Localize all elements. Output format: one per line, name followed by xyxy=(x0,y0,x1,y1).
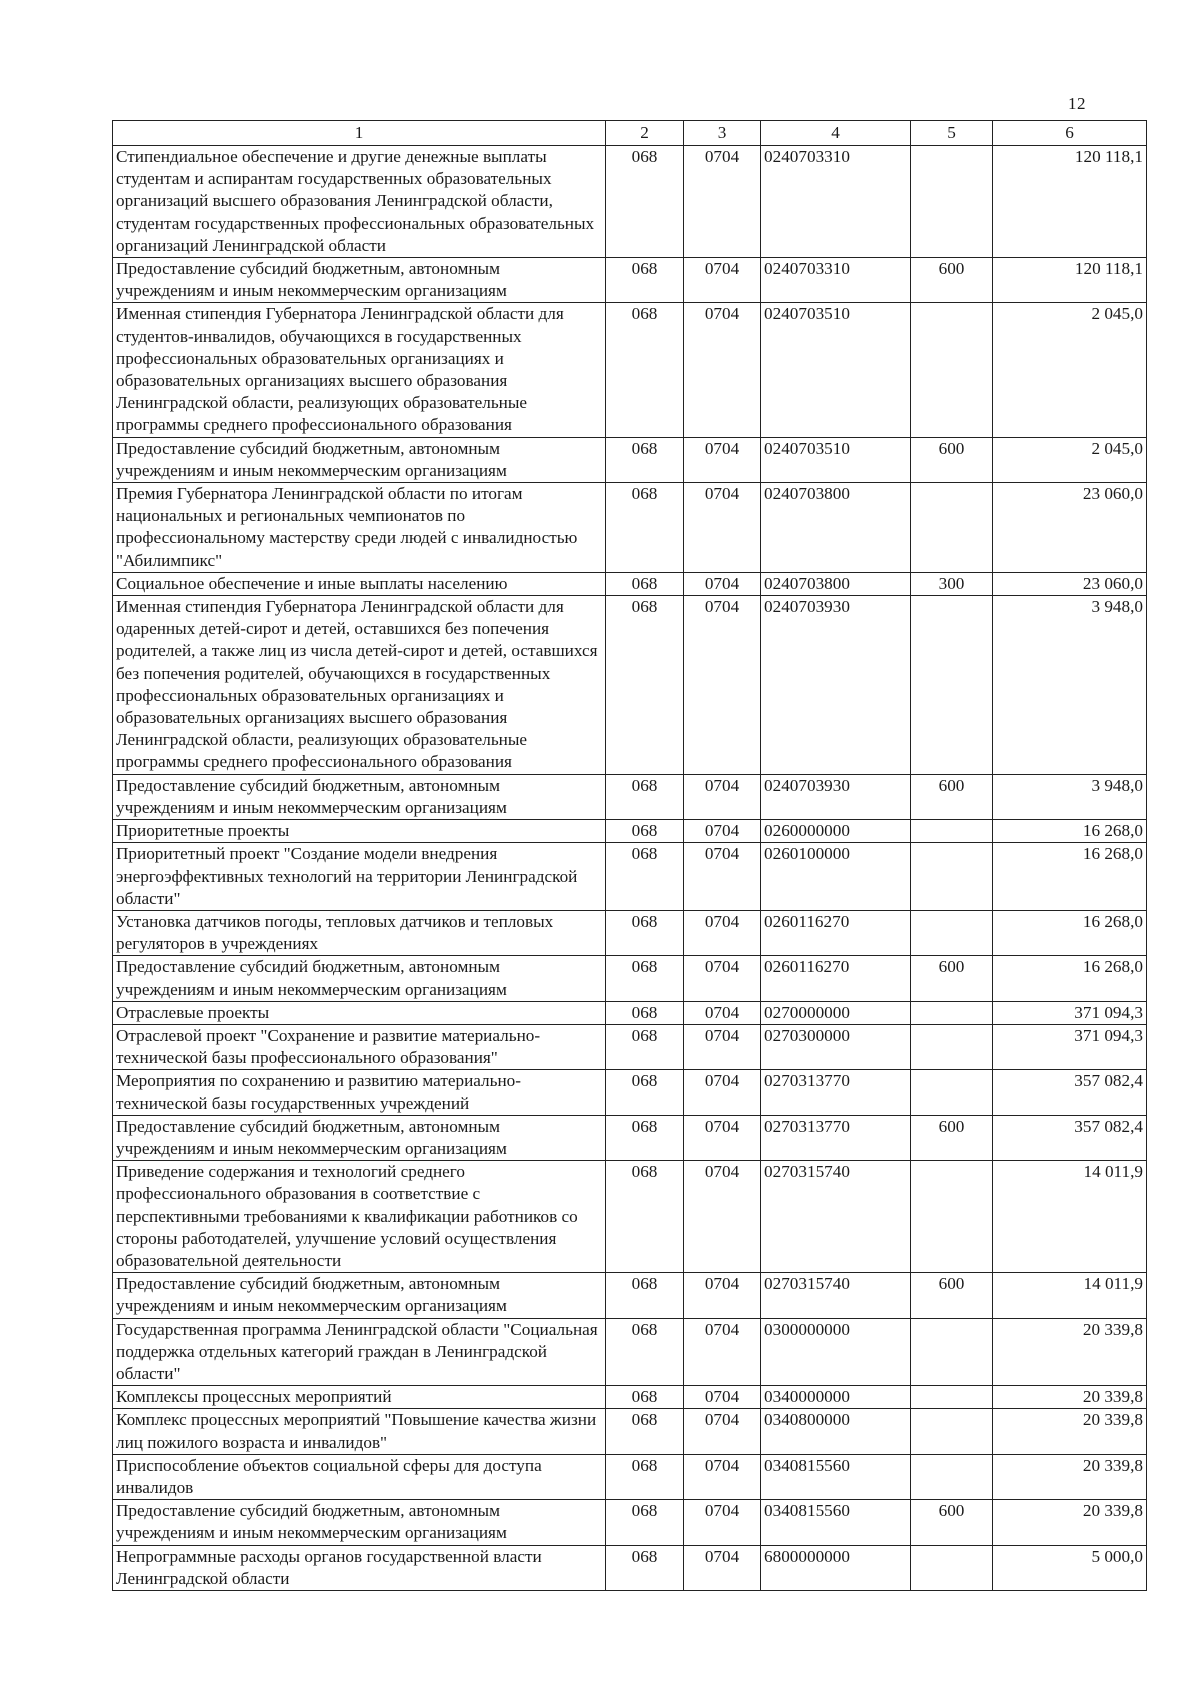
row-code-type-cell xyxy=(911,1070,993,1115)
column-header-2: 2 xyxy=(606,121,684,146)
row-code-section-cell: 0704 xyxy=(684,1001,761,1024)
table-row xyxy=(113,843,1147,911)
row-code-admin-cell: 068 xyxy=(606,572,684,595)
table-row xyxy=(113,774,1147,819)
table-row xyxy=(113,910,1147,955)
row-code-target-cell: 0240703930 xyxy=(761,596,911,775)
row-sum-cell: 20 339,8 xyxy=(993,1386,1147,1409)
row-code-target-cell: 0270300000 xyxy=(761,1024,911,1069)
row-sum-cell: 16 268,0 xyxy=(993,843,1147,911)
row-code-section-cell: 0704 xyxy=(684,820,761,843)
row-code-type-cell xyxy=(911,146,993,258)
row-code-section-cell: 0704 xyxy=(684,1115,761,1160)
row-code-target-cell: 0240703800 xyxy=(761,483,911,573)
table-row xyxy=(113,596,1147,775)
row-code-target-cell: 0270000000 xyxy=(761,1001,911,1024)
row-code-admin-cell: 068 xyxy=(606,483,684,573)
row-name-cell: Именная стипендия Губернатора Ленинградской области для одаренных детей-сирот и детей, оставшихся без попечения родителей, а также лиц из числа детей-сирот и детей, оставшихся без попечения родителей, обучающихся в государственных профессиональных образовательных организациях и образовательных организациях высшего образования Ленинградской области, реализующих образовательные программы среднего профессионального образования xyxy=(113,596,606,775)
row-code-admin-cell: 068 xyxy=(606,1001,684,1024)
row-code-admin-cell: 068 xyxy=(606,1161,684,1273)
row-sum-cell: 357 082,4 xyxy=(993,1115,1147,1160)
row-code-admin-cell: 068 xyxy=(606,1545,684,1590)
column-header-1: 1 xyxy=(113,121,606,146)
table-row xyxy=(113,258,1147,303)
row-code-type-cell: 600 xyxy=(911,437,993,482)
row-code-section-cell: 0704 xyxy=(684,1386,761,1409)
row-code-admin-cell: 068 xyxy=(606,303,684,437)
row-name-cell: Предоставление субсидий бюджетным, автономным учреждениям и иным некоммерческим организациям xyxy=(113,1500,606,1545)
row-code-admin-cell: 068 xyxy=(606,437,684,482)
row-name-cell: Социальное обеспечение и иные выплаты населению xyxy=(113,572,606,595)
table-row xyxy=(113,1500,1147,1545)
row-code-target-cell: 0240703510 xyxy=(761,303,911,437)
row-code-type-cell: 600 xyxy=(911,956,993,1001)
row-code-admin-cell: 068 xyxy=(606,1500,684,1545)
table-row xyxy=(113,1115,1147,1160)
row-code-admin-cell: 068 xyxy=(606,596,684,775)
row-code-type-cell xyxy=(911,1024,993,1069)
row-code-admin-cell: 068 xyxy=(606,956,684,1001)
table-row xyxy=(113,437,1147,482)
row-sum-cell: 14 011,9 xyxy=(993,1161,1147,1273)
row-code-admin-cell: 068 xyxy=(606,1454,684,1499)
row-code-admin-cell: 068 xyxy=(606,146,684,258)
row-code-target-cell: 0270313770 xyxy=(761,1070,911,1115)
row-code-type-cell xyxy=(911,910,993,955)
row-code-admin-cell: 068 xyxy=(606,910,684,955)
table-row xyxy=(113,1161,1147,1273)
row-name-cell: Премия Губернатора Ленинградской области по итогам национальных и региональных чемпионатов по профессиональному мастерству среди людей с инвалидностью "Абилимпикс" xyxy=(113,483,606,573)
row-name-cell: Предоставление субсидий бюджетным, автономным учреждениям и иным некоммерческим организациям xyxy=(113,258,606,303)
row-code-admin-cell: 068 xyxy=(606,1024,684,1069)
table-row xyxy=(113,303,1147,437)
row-code-type-cell: 600 xyxy=(911,1500,993,1545)
row-code-target-cell: 0240703310 xyxy=(761,146,911,258)
row-code-section-cell: 0704 xyxy=(684,258,761,303)
row-code-target-cell: 0260000000 xyxy=(761,820,911,843)
row-code-type-cell xyxy=(911,1409,993,1454)
row-code-section-cell: 0704 xyxy=(684,1545,761,1590)
row-name-cell: Приоритетный проект "Создание модели внедрения энергоэффективных технологий на территории Ленинградской области" xyxy=(113,843,606,911)
row-name-cell: Комплекс процессных мероприятий "Повышение качества жизни лиц пожилого возраста и инвалидов" xyxy=(113,1409,606,1454)
row-sum-cell: 14 011,9 xyxy=(993,1273,1147,1318)
row-code-type-cell: 600 xyxy=(911,774,993,819)
row-name-cell: Предоставление субсидий бюджетным, автономным учреждениям и иным некоммерческим организациям xyxy=(113,956,606,1001)
table-row xyxy=(113,1273,1147,1318)
row-code-type-cell xyxy=(911,1318,993,1386)
row-code-type-cell: 300 xyxy=(911,572,993,595)
row-sum-cell: 357 082,4 xyxy=(993,1070,1147,1115)
row-code-type-cell xyxy=(911,483,993,573)
row-name-cell: Отраслевые проекты xyxy=(113,1001,606,1024)
row-sum-cell: 16 268,0 xyxy=(993,956,1147,1001)
row-sum-cell: 3 948,0 xyxy=(993,596,1147,775)
row-name-cell: Отраслевой проект "Сохранение и развитие материально-технической базы профессионального образования" xyxy=(113,1024,606,1069)
row-code-target-cell: 0260116270 xyxy=(761,956,911,1001)
row-code-section-cell: 0704 xyxy=(684,303,761,437)
row-name-cell: Предоставление субсидий бюджетным, автономным учреждениям и иным некоммерческим организациям xyxy=(113,774,606,819)
table-row xyxy=(113,1070,1147,1115)
row-name-cell: Установка датчиков погоды, тепловых датчиков и тепловых регуляторов в учреждениях xyxy=(113,910,606,955)
row-code-type-cell: 600 xyxy=(911,1273,993,1318)
row-code-target-cell: 0240703930 xyxy=(761,774,911,819)
row-code-admin-cell: 068 xyxy=(606,1386,684,1409)
row-code-admin-cell: 068 xyxy=(606,1318,684,1386)
row-code-type-cell xyxy=(911,303,993,437)
row-code-type-cell xyxy=(911,1161,993,1273)
row-sum-cell: 23 060,0 xyxy=(993,483,1147,573)
row-code-target-cell: 0270315740 xyxy=(761,1161,911,1273)
row-code-target-cell: 0270313770 xyxy=(761,1115,911,1160)
row-code-admin-cell: 068 xyxy=(606,1070,684,1115)
row-code-section-cell: 0704 xyxy=(684,596,761,775)
row-code-type-cell xyxy=(911,1001,993,1024)
row-name-cell: Приоритетные проекты xyxy=(113,820,606,843)
table-row xyxy=(113,1024,1147,1069)
table-row xyxy=(113,1386,1147,1409)
table-row xyxy=(113,1454,1147,1499)
row-code-section-cell: 0704 xyxy=(684,572,761,595)
column-header-3: 3 xyxy=(684,121,761,146)
row-code-target-cell: 0260116270 xyxy=(761,910,911,955)
column-header-4: 4 xyxy=(761,121,911,146)
row-code-type-cell: 600 xyxy=(911,258,993,303)
column-header-5: 5 xyxy=(911,121,993,146)
row-name-cell: Комплексы процессных мероприятий xyxy=(113,1386,606,1409)
row-code-target-cell: 6800000000 xyxy=(761,1545,911,1590)
row-code-section-cell: 0704 xyxy=(684,956,761,1001)
table-header xyxy=(113,121,1147,146)
table-row xyxy=(113,820,1147,843)
row-code-section-cell: 0704 xyxy=(684,1070,761,1115)
row-sum-cell: 16 268,0 xyxy=(993,910,1147,955)
row-sum-cell: 120 118,1 xyxy=(993,258,1147,303)
table-row xyxy=(113,1318,1147,1386)
table-row xyxy=(113,146,1147,258)
row-code-admin-cell: 068 xyxy=(606,1273,684,1318)
row-code-admin-cell: 068 xyxy=(606,258,684,303)
row-code-type-cell xyxy=(911,1545,993,1590)
column-header-6: 6 xyxy=(993,121,1147,146)
row-code-target-cell: 0340000000 xyxy=(761,1386,911,1409)
row-code-section-cell: 0704 xyxy=(684,437,761,482)
row-sum-cell: 23 060,0 xyxy=(993,572,1147,595)
row-code-target-cell: 0260100000 xyxy=(761,843,911,911)
row-code-admin-cell: 068 xyxy=(606,843,684,911)
row-name-cell: Стипендиальное обеспечение и другие денежные выплаты студентам и аспирантам государственных образовательных организаций высшего образования Ленинградской области, студентам государственных профессиональных образовательных организаций Ленинградской области xyxy=(113,146,606,258)
table-row xyxy=(113,1001,1147,1024)
row-code-target-cell: 0340800000 xyxy=(761,1409,911,1454)
row-sum-cell: 20 339,8 xyxy=(993,1318,1147,1386)
table-row xyxy=(113,1545,1147,1590)
row-sum-cell: 20 339,8 xyxy=(993,1454,1147,1499)
row-sum-cell: 3 948,0 xyxy=(993,774,1147,819)
row-code-section-cell: 0704 xyxy=(684,483,761,573)
row-code-admin-cell: 068 xyxy=(606,774,684,819)
row-code-target-cell: 0240703310 xyxy=(761,258,911,303)
row-sum-cell: 20 339,8 xyxy=(993,1409,1147,1454)
row-code-type-cell xyxy=(911,820,993,843)
row-code-target-cell: 0240703510 xyxy=(761,437,911,482)
row-code-type-cell: 600 xyxy=(911,1115,993,1160)
row-code-type-cell xyxy=(911,1454,993,1499)
row-code-section-cell: 0704 xyxy=(684,1500,761,1545)
row-code-target-cell: 0240703800 xyxy=(761,572,911,595)
table-row xyxy=(113,956,1147,1001)
row-code-section-cell: 0704 xyxy=(684,1161,761,1273)
row-code-target-cell: 0270315740 xyxy=(761,1273,911,1318)
row-code-target-cell: 0340815560 xyxy=(761,1454,911,1499)
row-code-admin-cell: 068 xyxy=(606,820,684,843)
row-code-section-cell: 0704 xyxy=(684,843,761,911)
row-name-cell: Непрограммные расходы органов государственной власти Ленинградской области xyxy=(113,1545,606,1590)
row-name-cell: Мероприятия по сохранению и развитию материально-технической базы государственных учреждений xyxy=(113,1070,606,1115)
row-code-section-cell: 0704 xyxy=(684,1454,761,1499)
row-code-admin-cell: 068 xyxy=(606,1409,684,1454)
row-sum-cell: 5 000,0 xyxy=(993,1545,1147,1590)
row-code-section-cell: 0704 xyxy=(684,1318,761,1386)
row-code-target-cell: 0340815560 xyxy=(761,1500,911,1545)
row-code-section-cell: 0704 xyxy=(684,1409,761,1454)
row-name-cell: Приведение содержания и технологий среднего профессионального образования в соответствие с перспективными требованиями к квалификации работников со стороны работодателей, улучшение условий осуществления образовательной деятельности xyxy=(113,1161,606,1273)
row-name-cell: Предоставление субсидий бюджетным, автономным учреждениям и иным некоммерческим организациям xyxy=(113,437,606,482)
row-sum-cell: 2 045,0 xyxy=(993,437,1147,482)
row-code-type-cell xyxy=(911,596,993,775)
row-name-cell: Приспособление объектов социальной сферы для доступа инвалидов xyxy=(113,1454,606,1499)
row-code-admin-cell: 068 xyxy=(606,1115,684,1160)
table-row xyxy=(113,483,1147,573)
row-sum-cell: 120 118,1 xyxy=(993,146,1147,258)
row-code-type-cell xyxy=(911,843,993,911)
header-row xyxy=(113,121,1147,146)
row-sum-cell: 20 339,8 xyxy=(993,1500,1147,1545)
row-name-cell: Предоставление субсидий бюджетным, автономным учреждениям и иным некоммерческим организациям xyxy=(113,1115,606,1160)
row-sum-cell: 371 094,3 xyxy=(993,1001,1147,1024)
row-sum-cell: 16 268,0 xyxy=(993,820,1147,843)
row-name-cell: Государственная программа Ленинградской области "Социальная поддержка отдельных категорий граждан в Ленинградской области" xyxy=(113,1318,606,1386)
row-code-section-cell: 0704 xyxy=(684,1024,761,1069)
table-body xyxy=(113,146,1147,1591)
row-code-target-cell: 0300000000 xyxy=(761,1318,911,1386)
row-code-section-cell: 0704 xyxy=(684,774,761,819)
row-name-cell: Именная стипендия Губернатора Ленинградской области для студентов-инвалидов, обучающихся в государственных профессиональных образовательных организациях и образовательных организациях высшего образования Ленинградской области, реализующих образовательные программы среднего профессионального образования xyxy=(113,303,606,437)
budget-table xyxy=(112,120,1147,1591)
row-code-section-cell: 0704 xyxy=(684,146,761,258)
table-row xyxy=(113,1409,1147,1454)
page-number: 12 xyxy=(1068,94,1086,113)
row-code-section-cell: 0704 xyxy=(684,910,761,955)
row-code-section-cell: 0704 xyxy=(684,1273,761,1318)
row-sum-cell: 371 094,3 xyxy=(993,1024,1147,1069)
row-sum-cell: 2 045,0 xyxy=(993,303,1147,437)
row-name-cell: Предоставление субсидий бюджетным, автономным учреждениям и иным некоммерческим организациям xyxy=(113,1273,606,1318)
row-code-type-cell xyxy=(911,1386,993,1409)
table-row xyxy=(113,572,1147,595)
